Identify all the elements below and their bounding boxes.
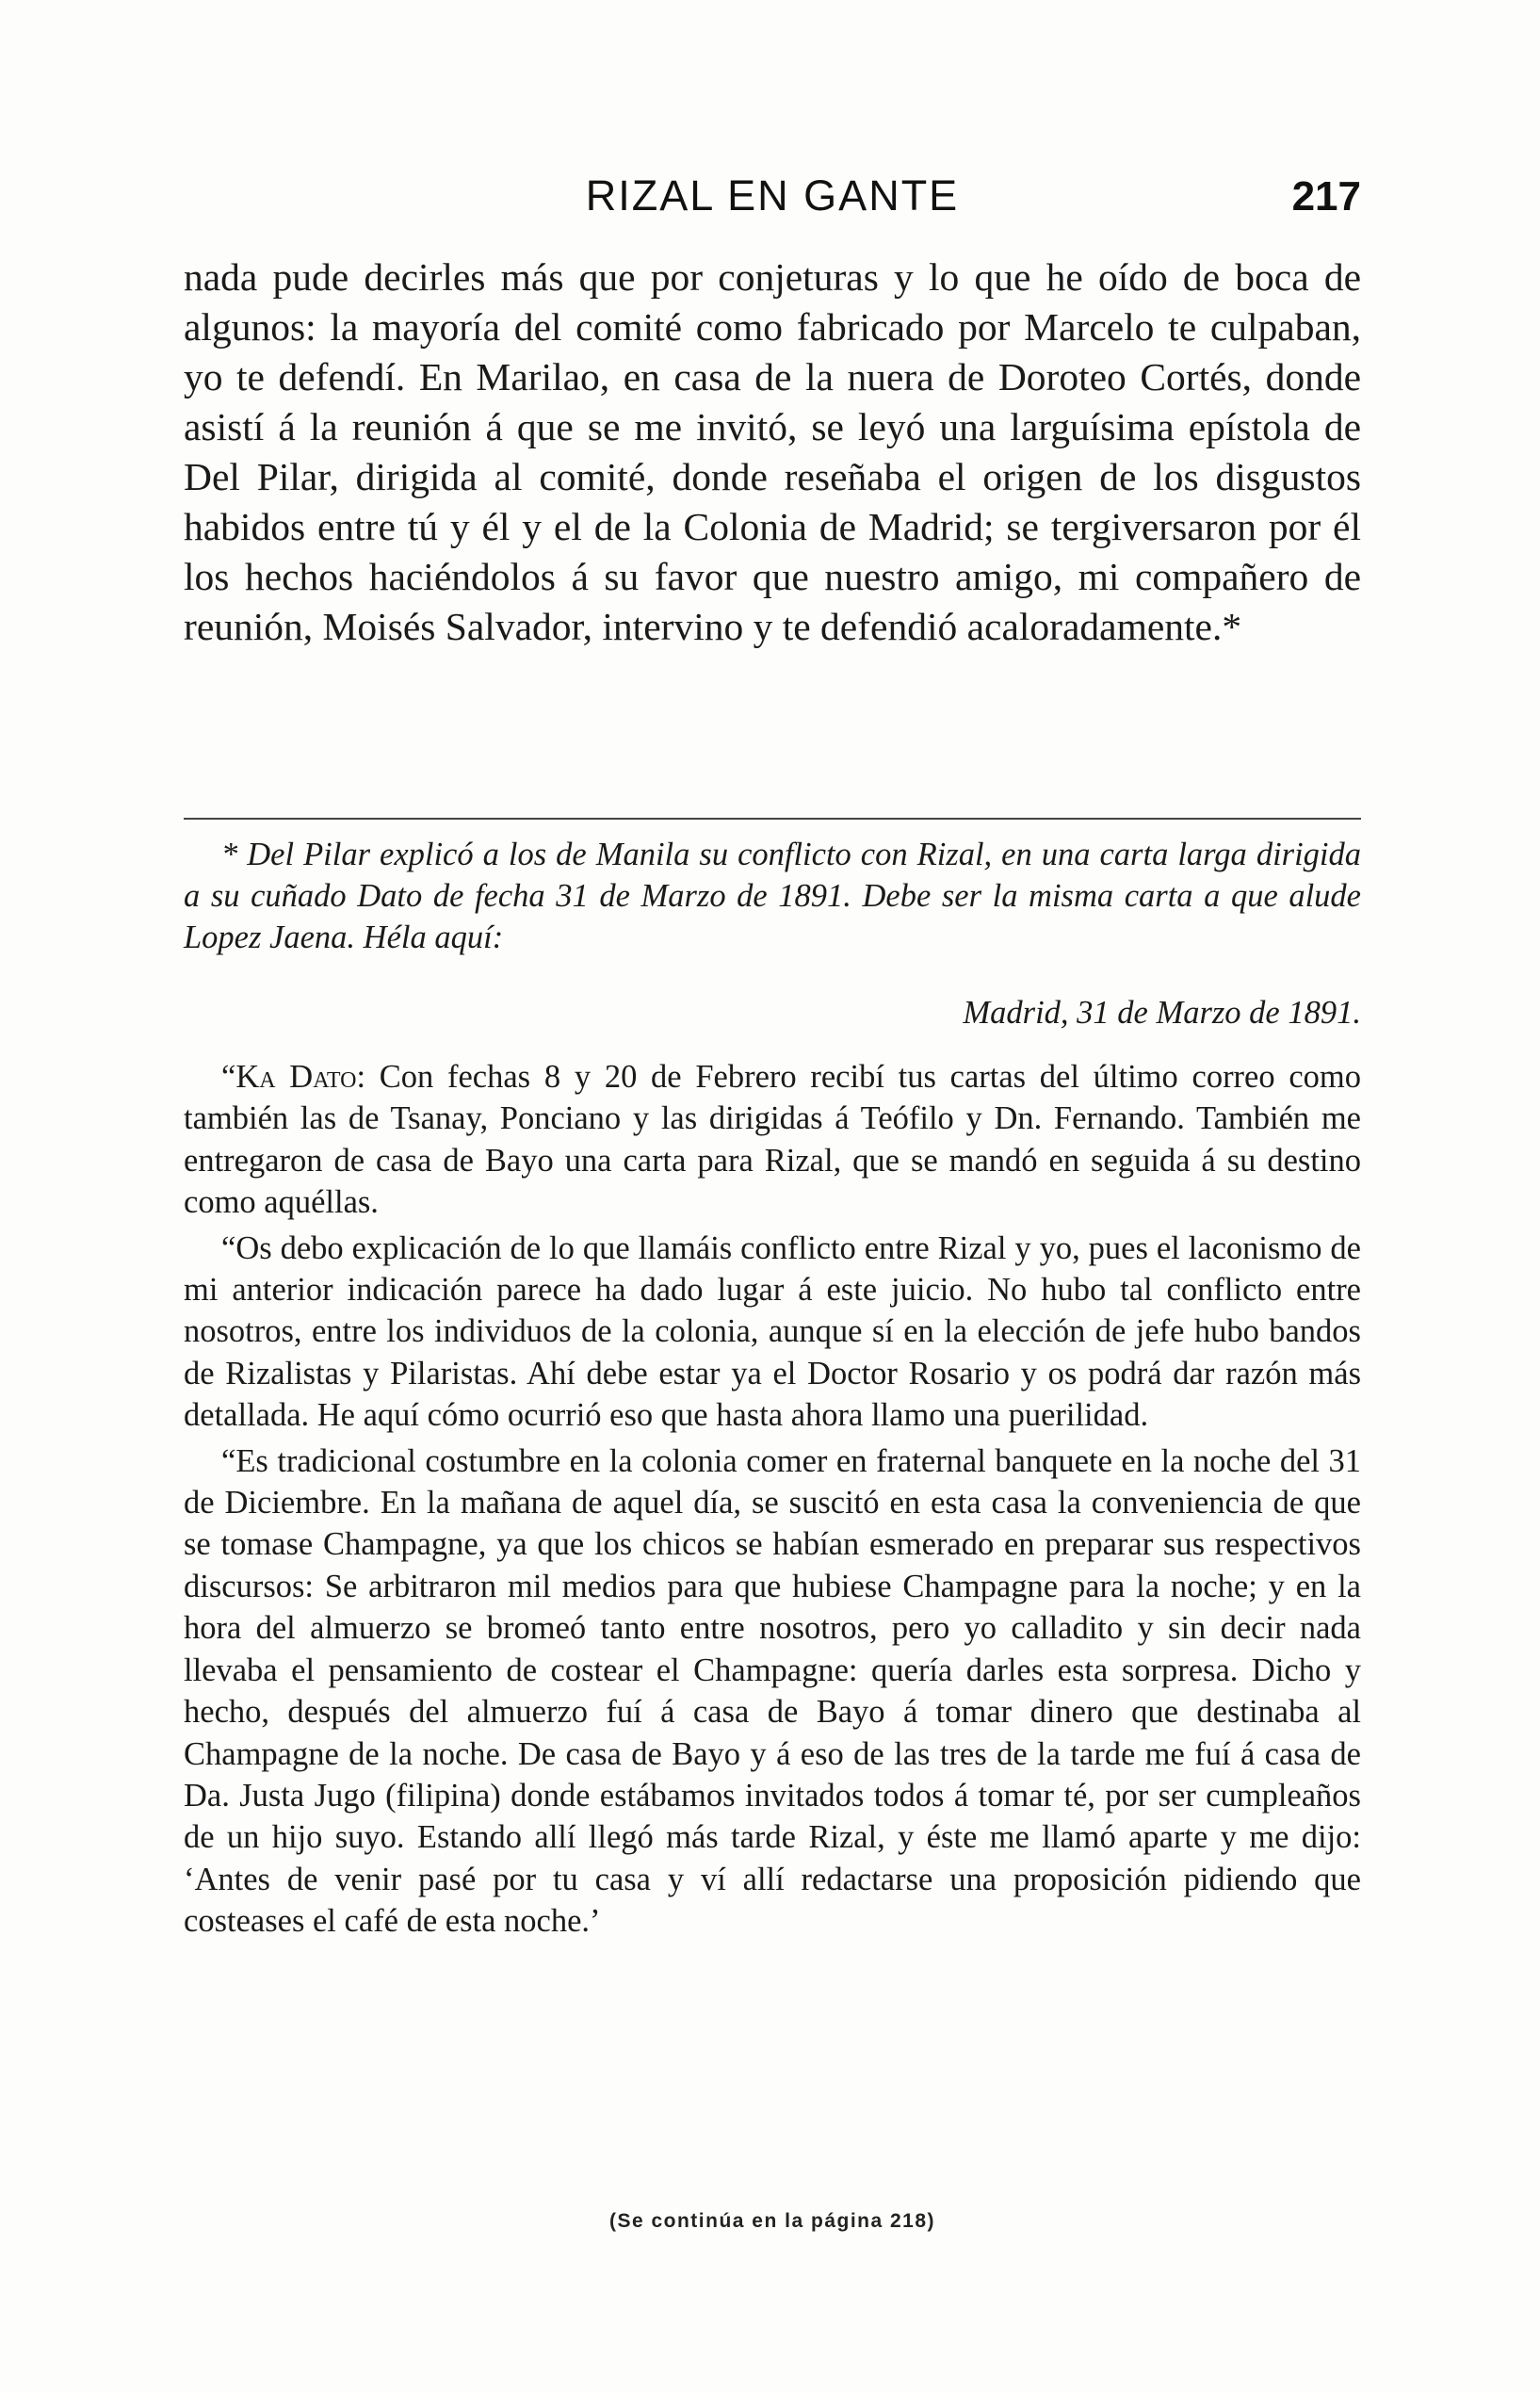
letter-salutation: “Ka Dato: — [221, 1059, 366, 1095]
letter-paragraph: “Os debo explicación de lo que llamáis conflicto entre Rizal y yo, pues el laconismo de mi anterior indicación parece ha dado lugar á este juicio. No hubo tal conflicto entre nosotros, entre los individuos de la colonia, aunque sí en la elección de jefe hubo bandos de Rizalistas y Pilaristas. Ahí debe estar ya el Doctor Rosario y os podrá dar razón más detallada. He aquí cómo ocurrió eso que hasta ahora llamo una puerilidad. — [184, 1229, 1361, 1434]
letter-dateline: Madrid, 31 de Marzo de 1891. — [963, 995, 1361, 1031]
running-title: RIZAL EN GANTE — [585, 171, 960, 220]
main-text-block — [184, 252, 1361, 652]
letter-paragraph — [184, 1056, 1361, 1224]
letter-paragraph: “Es tradicional costumbre en la colonia comer en fraternal banquete en la noche del 31 de Diciembre. En la mañana de aquel día, se suscitó en esta casa la conveniencia de que se tomase Champagne, ya que los chicos se habían esmerado en preparar sus respectivos discursos: Se arbitraron mil medios para que hubiese Champagne para la noche; y en la hora del almuerzo se bromeó tanto entre nosotros, pero yo calladito y sin decir nada llevaba el pensamiento de costear el Champagne: quería darles esta sorpresa. Dicho y hecho, después del almuerzo fuí á casa de Bayo á tomar dinero que destinaba al Champagne de la noche. De casa de Bayo y á eso de las tres de la tarde me fuí á casa de Da. Justa Jugo (filipina) donde estábamos invitados todos á tomar té, por ser cumpleaños de un hijo suyo. Estando allí llegó más tarde Rizal, y éste me llamó aparte y me dijo: ‘Antes de venir pasé por tu casa y ví allí redactarse una proposición pidiendo que costeases el café de esta noche.’ — [184, 1442, 1361, 1940]
page-header — [184, 171, 1361, 237]
footnote-text: * Del Pilar explicó a los de Manila su conflicto con Rizal, en una carta larga dirigida a su cuñado Dato de fecha 31 de Marzo de 1891. Debe ser la misma carta a que alude Lopez Jaena. Héla aquí: — [184, 837, 1361, 955]
letter-paragraph-1-text: Con fechas 8 y 20 de Febrero recibí tus cartas del último correo como también las de Tsanay, Ponciano y las dirigidas á Teófilo y Dn. Fernando. También me entregaron de casa de Bayo una carta para Rizal, que se mandó en seguida á su destino como aquéllas. — [184, 1059, 1361, 1221]
quoted-letter — [184, 1056, 1361, 1946]
footnote-separator-rule — [184, 818, 1361, 820]
footnote — [184, 834, 1361, 958]
main-paragraph: nada pude decirles más que por conjeturas y lo que he oído de boca de algunos: la mayoría del comité como fabricado por Marcelo te culpaban, yo te defendí. En Marilao, en casa de la nuera de Doroteo Cortés, donde asistí á la reunión á que se me invitó, se leyó una larguísima epístola de Del Pilar, dirigida al comité, donde reseñaba el origen de los disgustos habidos entre tú y él y el de la Colonia de Madrid; se tergiversaron por él los hechos haciéndolos á su favor que nuestro amigo, mi compañero de reunión, Moisés Salvador, intervino y te defendió acaloradamente.* — [184, 255, 1361, 648]
continuation-note: (Se continúa en la página 218) — [608, 2210, 936, 2232]
page-number: 217 — [1291, 173, 1361, 220]
